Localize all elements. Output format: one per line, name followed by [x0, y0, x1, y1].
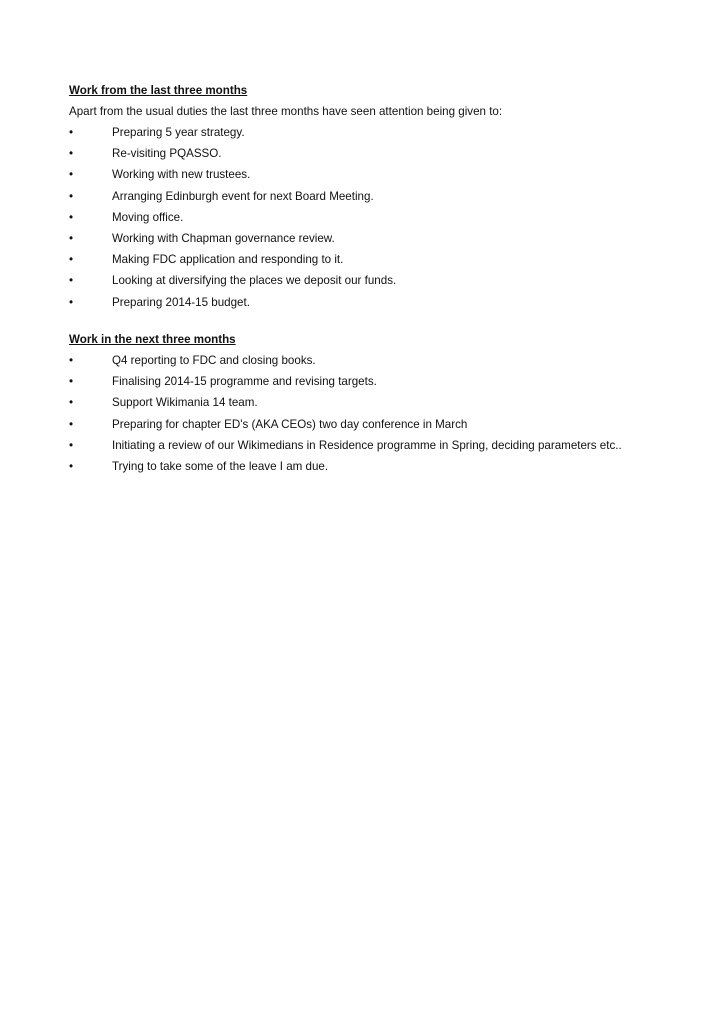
bullet-icon: • — [69, 253, 74, 267]
list-item — [69, 189, 689, 204]
section-heading: Work from the last three months — [69, 84, 248, 97]
list-item — [69, 252, 689, 267]
list-item — [69, 417, 689, 432]
bullet-icon: • — [69, 210, 74, 224]
list-item-text: Working with Chapman governance review. — [112, 231, 335, 245]
list-item — [69, 125, 689, 140]
bullet-icon: • — [69, 147, 74, 161]
list-item — [69, 167, 689, 182]
bullet-icon: • — [69, 375, 74, 389]
bullet-icon: • — [69, 459, 74, 473]
list-item — [69, 459, 689, 474]
section-intro: Apart from the usual duties the last three months have seen attention being given to: — [69, 105, 503, 118]
list-item — [69, 295, 689, 310]
list-item — [69, 374, 689, 389]
bullet-icon: • — [69, 126, 74, 139]
list-item-text: Preparing 2014-15 budget. — [112, 295, 250, 309]
list-item-text: Support Wikimania 14 team. — [112, 396, 258, 410]
list-item — [69, 438, 689, 453]
list-item-text: Moving office. — [112, 210, 184, 224]
list-item-text: Looking at diversifying the places we deposit our funds. — [112, 274, 397, 288]
section-next-three-months — [69, 332, 689, 480]
list-item-text: Finalising 2014-15 programme and revising targets. — [112, 375, 377, 389]
bullet-icon: • — [69, 396, 74, 410]
list-item — [69, 231, 689, 246]
list-item — [69, 210, 689, 225]
list-item-text: Re-visiting PQASSO. — [112, 147, 222, 161]
bullet-icon: • — [69, 231, 74, 245]
bullet-icon: • — [69, 168, 74, 182]
bullet-icon: • — [69, 295, 74, 309]
bullet-list-last — [69, 125, 689, 310]
list-item-text: Arranging Edinburgh event for next Board Meeting. — [112, 189, 374, 203]
list-item-text: Preparing 5 year strategy. — [112, 126, 245, 139]
bullet-icon: • — [69, 417, 74, 431]
bullet-list-next — [69, 353, 689, 474]
list-item — [69, 146, 689, 161]
bullet-icon: • — [69, 274, 74, 288]
bullet-icon: • — [69, 354, 74, 367]
section-heading: Work in the next three months — [69, 333, 236, 346]
list-item-text: Initiating a review of our Wikimedians in Residence programme in Spring, deciding parameters etc.. — [112, 438, 622, 452]
list-item-text: Making FDC application and responding to it. — [112, 253, 344, 267]
bullet-icon: • — [69, 189, 74, 203]
section-last-three-months — [69, 83, 689, 316]
list-item-text: Trying to take some of the leave I am due. — [112, 459, 329, 473]
list-item — [69, 395, 689, 410]
bullet-icon: • — [69, 438, 74, 452]
list-item-text: Preparing for chapter ED's (AKA CEOs) two day conference in March — [112, 417, 468, 431]
list-item-text: Working with new trustees. — [112, 168, 251, 182]
list-item-text: Q4 reporting to FDC and closing books. — [112, 354, 316, 367]
list-item — [69, 353, 689, 368]
list-item — [69, 273, 689, 288]
